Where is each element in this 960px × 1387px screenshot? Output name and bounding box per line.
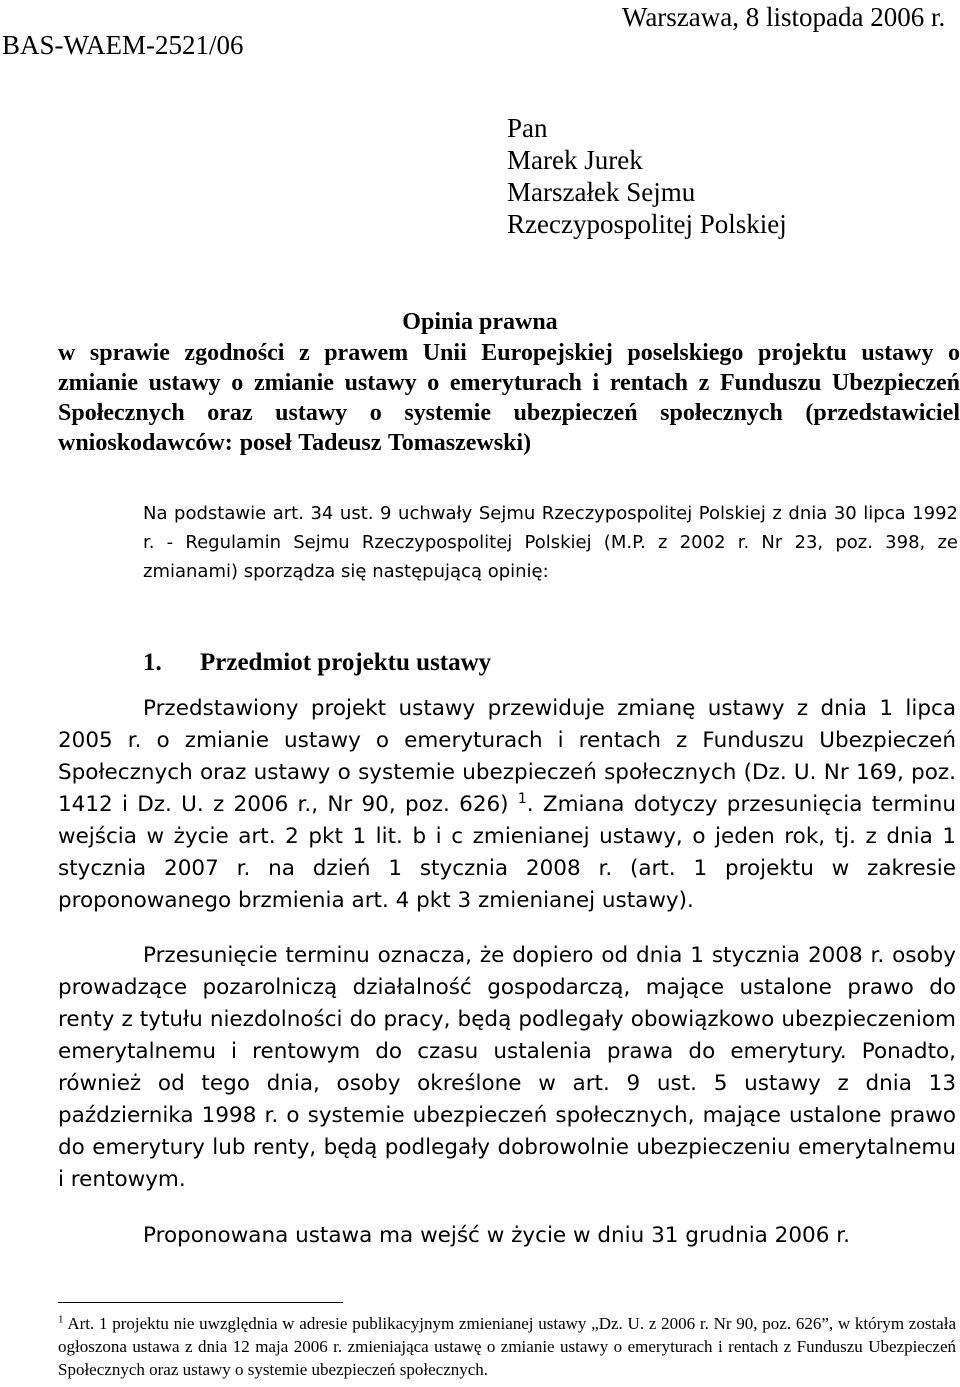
opinion-title: Opinia prawna [402, 309, 558, 335]
addressee-salutation: Pan [507, 113, 548, 143]
footnote-separator [58, 1302, 343, 1303]
body-paragraph-3: Proponowana ustawa ma wejść w życie w dniu 31 grudnia 2006 r. [143, 1223, 850, 1248]
addressee-title: Marszałek Sejmu [507, 177, 696, 207]
opinion-subject: w sprawie zgodności z prawem Unii Europejskiej poselskiego projektu ustawy o zmianie ustawy o zmianie ustawy o emeryturach i rentach z Funduszu Ubezpieczeń Społecznych oraz ustawy o systemie ubezpieczeń społecznych (przedstawiciel wnioskodawców: poseł Tadeusz Tomaszewski) [58, 340, 960, 456]
paragraph-1-text-a: Przedstawiony projekt ustawy przewiduje zmianę ustawy z dnia 1 lipca 2005 r. o zmianie ustawy o emeryturach i rentach z Funduszu Ubezpieczeń Społecznych oraz ustawy o systemie ubezpieczeń społecznych (Dz. U. Nr 169, poz. 1412 i Dz. U. z 2006 r., Nr 90, poz. 626) [58, 696, 956, 817]
footnote-text: Art. 1 projektu nie uwzględnia w adresie publikacyjnym zmienianej ustawy „Dz. U. z 2006 r. Nr 90, poz. 626”, w którym została ogłoszona ustawa z dnia 12 maja 2006 r. zmieniająca ustawę o zmianie ustawy o emeryturach i rentach z Funduszu Ubezpieczeń Społecznych oraz ustawy o systemie ubezpieczeń społecznych. [58, 1314, 956, 1379]
body-paragraph-1 [58, 693, 956, 917]
addressee-name: Marek Jurek [507, 145, 643, 175]
footnote [58, 1312, 956, 1381]
place-date: Warszawa, 8 listopada 2006 r. [622, 2, 946, 32]
paragraph-1-text-b: . Zmiana dotyczy przesunięcia terminu wejścia w życie art. 2 pkt 1 lit. b i c zmienianej ustawy, o jeden rok, tj. z dnia 1 stycznia 2007 r. na dzień 1 stycznia 2008 r. (art. 1 projektu w zakresie proponowanego brzmienia art. 4 pkt 3 zmienianej ustawy). [58, 792, 956, 913]
legal-basis-paragraph: Na podstawie art. 34 ust. 9 uchwały Sejmu Rzeczypospolitej Polskiej z dnia 30 lipca 1992 r. - Regulamin Sejmu Rzeczypospolitej Polskiej (M.P. z 2002 r. Nr 23, poz. 398, ze zmianami) sporządza się następującą opinię: [143, 503, 958, 582]
footnote-marker: 1 [58, 1313, 64, 1326]
footnote-reference: 1 [517, 790, 527, 807]
section-title: Przedmiot projektu ustawy [200, 649, 492, 676]
addressee-institution: Rzeczypospolitej Polskiej [507, 209, 787, 239]
body-paragraph-2: Przesunięcie terminu oznacza, że dopiero od dnia 1 stycznia 2008 r. osoby prowadzące pozarolniczą działalność gospodarczą, mające ustalone prawo do renty z tytułu niezdolności do pracy, będą podlegały obowiązkowo ubezpieczeniom emerytalnemu i rentowym do czasu ustalenia prawa do emerytury. Ponadto, również od tego dnia, osoby określone w art. 9 ust. 5 ustawy z dnia 13 października 1998 r. o systemie ubezpieczeń społecznych, mające ustalone prawo do emerytury lub renty, będą podlegały dobrowolnie ubezpieczeniu emerytalnemu i rentowym. [58, 943, 956, 1192]
section-number: 1. [143, 649, 162, 676]
document-reference: BAS-WAEM-2521/06 [2, 30, 244, 60]
